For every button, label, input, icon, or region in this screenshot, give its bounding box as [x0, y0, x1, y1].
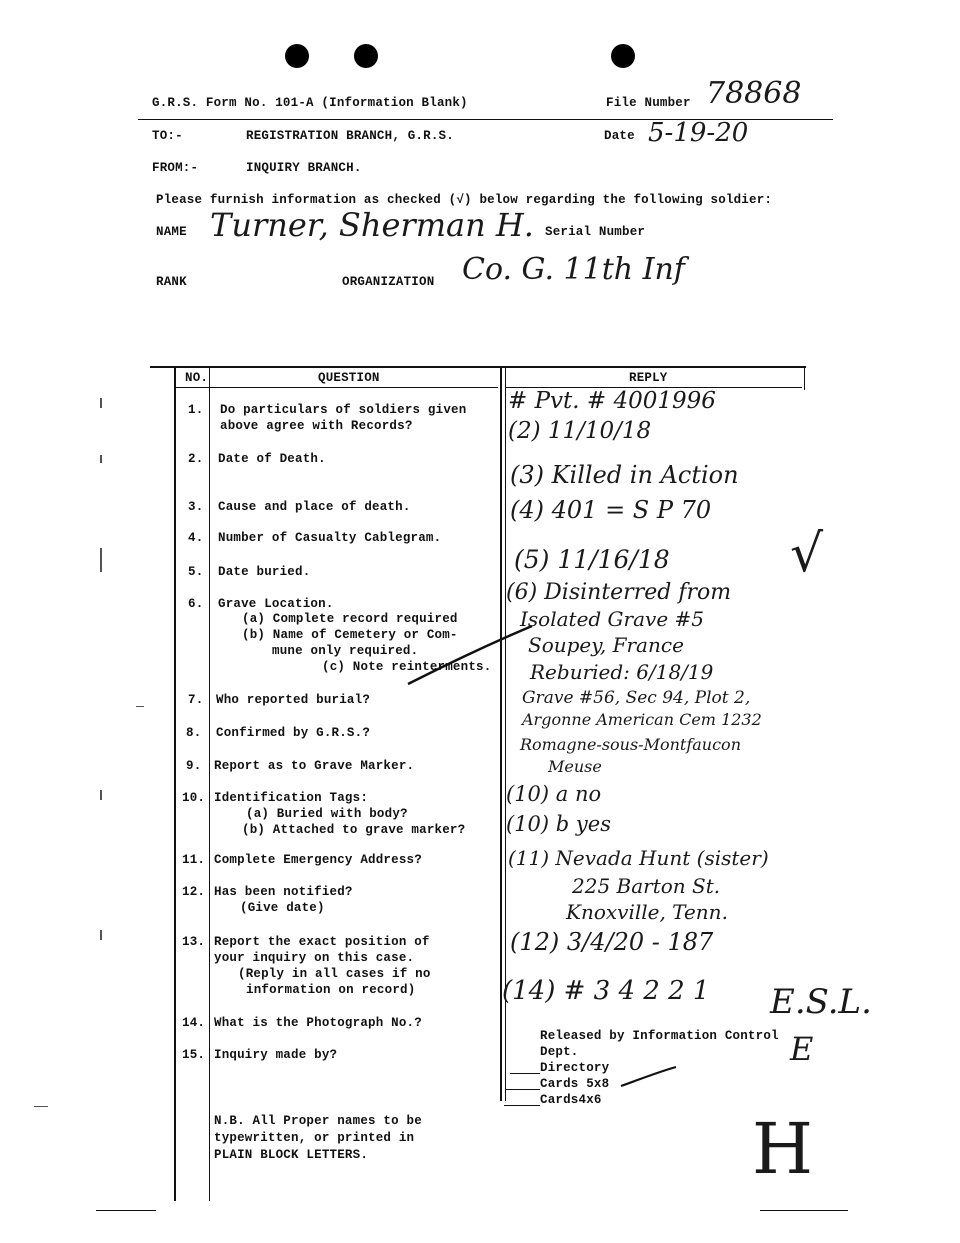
initials-bottom: E	[790, 1030, 814, 1068]
question-text: (Give date)	[240, 901, 325, 915]
reply-4: (4) 401 = S P 70	[510, 496, 712, 524]
bottom-rule-left	[96, 1210, 156, 1211]
margin-mark	[100, 398, 102, 408]
margin-mark	[34, 1106, 48, 1107]
margin-mark	[100, 930, 102, 940]
punch-hole-center	[354, 44, 378, 68]
to-value: REGISTRATION BRANCH, G.R.S.	[246, 129, 454, 143]
question-text: Identification Tags:	[214, 791, 369, 805]
question-text: Grave Location.	[218, 597, 334, 611]
question-text: Confirmed by G.R.S.?	[216, 726, 371, 740]
note-text: typewritten, or printed in	[214, 1131, 415, 1145]
reply-11-line: 225 Barton St.	[572, 874, 721, 898]
serial-number-label: Serial Number	[545, 225, 646, 239]
question-text: (a) Buried with body?	[246, 807, 408, 821]
question-text: Number of Casualty Cablegram.	[218, 531, 442, 545]
reply-5: (5) 11/16/18	[514, 545, 670, 574]
margin-mark	[100, 455, 102, 463]
release-cards-4x6: Cards4x6	[540, 1093, 602, 1107]
initials-top: E.S.L.	[770, 982, 872, 1022]
reply-6-line: Romagne-sous-Montfaucon	[520, 735, 741, 754]
question-text: Who reported burial?	[216, 693, 371, 707]
question-number: 8.	[186, 726, 202, 740]
release-text: Dept.	[540, 1045, 579, 1059]
question-text: What is the Photograph No.?	[214, 1016, 422, 1030]
question-text: (b) Name of Cemetery or Com-	[242, 628, 458, 642]
table-left-border	[174, 366, 176, 1201]
reply-11-line: (11) Nevada Hunt (sister)	[508, 846, 769, 870]
question-text: Date buried.	[218, 565, 311, 579]
question-text: Date of Death.	[218, 452, 326, 466]
question-text: information on record)	[246, 983, 416, 997]
reply-6-line: Isolated Grave #5	[520, 607, 704, 631]
release-directory: Directory	[540, 1061, 610, 1075]
name-label: NAME	[156, 225, 187, 239]
table-number-divider	[209, 366, 210, 1201]
from-value: INQUIRY BRANCH.	[246, 161, 362, 175]
margin-mark	[100, 548, 102, 572]
reply-12: (12) 3/4/20 - 187	[510, 928, 714, 956]
question-text: Cause and place of death.	[218, 500, 411, 514]
margin-mark	[136, 706, 144, 707]
question-number: 7.	[188, 693, 204, 707]
release-signature: H	[752, 1108, 814, 1190]
release-check-stroke	[618, 1064, 680, 1090]
release-text: Released by Information Control	[540, 1029, 779, 1043]
question-number: 4.	[188, 531, 204, 545]
reply-10b: (10) b yes	[506, 812, 611, 836]
reinterment-arrow	[400, 620, 540, 690]
punch-hole-left	[285, 44, 309, 68]
question-text: mune only required.	[272, 644, 419, 658]
question-number: 15.	[182, 1048, 206, 1062]
name-value: Turner, Sherman H.	[210, 206, 534, 244]
question-text: (b) Attached to grave marker?	[242, 823, 466, 837]
reply-3: (3) Killed in Action	[510, 461, 739, 489]
date-value: 5-19-20	[648, 118, 749, 148]
note-text: N.B. All Proper names to be	[214, 1114, 422, 1128]
from-label: FROM:-	[152, 161, 199, 175]
question-number: 12.	[182, 885, 206, 899]
reply-14: (14) # 3 4 2 2 1	[502, 976, 710, 1006]
instruction-text: Please furnish information as checked (√) below regarding the following soldier:	[156, 193, 773, 207]
reply-6-line: Grave #56, Sec 94, Plot 2,	[522, 688, 751, 708]
question-text: (c) Note reinterments.	[322, 660, 492, 674]
note-text: PLAIN BLOCK LETTERS.	[214, 1148, 369, 1162]
punch-hole-right	[611, 44, 635, 68]
question-text: your inquiry on this case.	[214, 951, 415, 965]
question-number: 14.	[182, 1016, 206, 1030]
reply-10a: (10) a no	[506, 782, 602, 806]
cards4x6-blank	[504, 1105, 540, 1106]
column-header-question: QUESTION	[318, 371, 380, 385]
question-text: (a) Complete record required	[242, 612, 458, 626]
question-number: 5.	[188, 565, 204, 579]
question-text: Has been notified?	[214, 885, 353, 899]
reply-11-line: Knoxville, Tenn.	[566, 900, 728, 924]
question-number: 1.	[188, 403, 204, 417]
table-right-border	[804, 366, 805, 390]
question-number: 11.	[182, 853, 206, 867]
question-number: 9.	[186, 759, 202, 773]
release-cards-5x8: Cards 5x8	[540, 1077, 610, 1091]
reply-6-line: Meuse	[548, 757, 602, 776]
to-label: TO:-	[152, 129, 183, 143]
question-number: 10.	[182, 791, 206, 805]
question-text: (Reply in all cases if no	[238, 967, 431, 981]
form-label: G.R.S. Form No. 101-A (Information Blank)	[152, 96, 468, 110]
reply-6-line: Soupey, France	[528, 633, 684, 657]
question-number: 2.	[188, 452, 204, 466]
file-number-label: File Number	[606, 96, 691, 110]
reply-1: # Pvt. # 4001996	[508, 388, 716, 414]
reply-6-line: (6) Disinterred from	[506, 580, 732, 605]
file-number-value: 78868	[706, 76, 802, 111]
question-number: 6.	[188, 597, 204, 611]
margin-mark	[100, 790, 102, 800]
date-label: Date	[604, 129, 635, 143]
question-number: 3.	[188, 500, 204, 514]
reply-2: (2) 11/10/18	[508, 418, 652, 444]
reply-6-line: Argonne American Cem 1232	[522, 710, 762, 729]
directory-blank	[510, 1073, 540, 1074]
question-text: Do particulars of soldiers given	[220, 403, 467, 417]
table-header-rule	[176, 387, 498, 388]
cards5x8-blank	[506, 1089, 540, 1090]
organization-label: ORGANIZATION	[342, 275, 435, 289]
question-number: 13.	[182, 935, 206, 949]
question-text: Report the exact position of	[214, 935, 430, 949]
question-text: Complete Emergency Address?	[214, 853, 422, 867]
question-text: Report as to Grave Marker.	[214, 759, 415, 773]
reply-checkmark: √	[790, 524, 824, 584]
bottom-rule-right	[760, 1210, 848, 1211]
reply-6-line: Reburied: 6/18/19	[530, 660, 714, 684]
rank-label: RANK	[156, 275, 187, 289]
table-top-rule	[150, 366, 806, 368]
organization-value: Co. G. 11th Inf	[462, 252, 685, 287]
column-header-reply: REPLY	[629, 371, 668, 385]
question-text: above agree with Records?	[220, 419, 413, 433]
question-text: Inquiry made by?	[214, 1048, 338, 1062]
column-header-no: NO.	[185, 371, 209, 385]
